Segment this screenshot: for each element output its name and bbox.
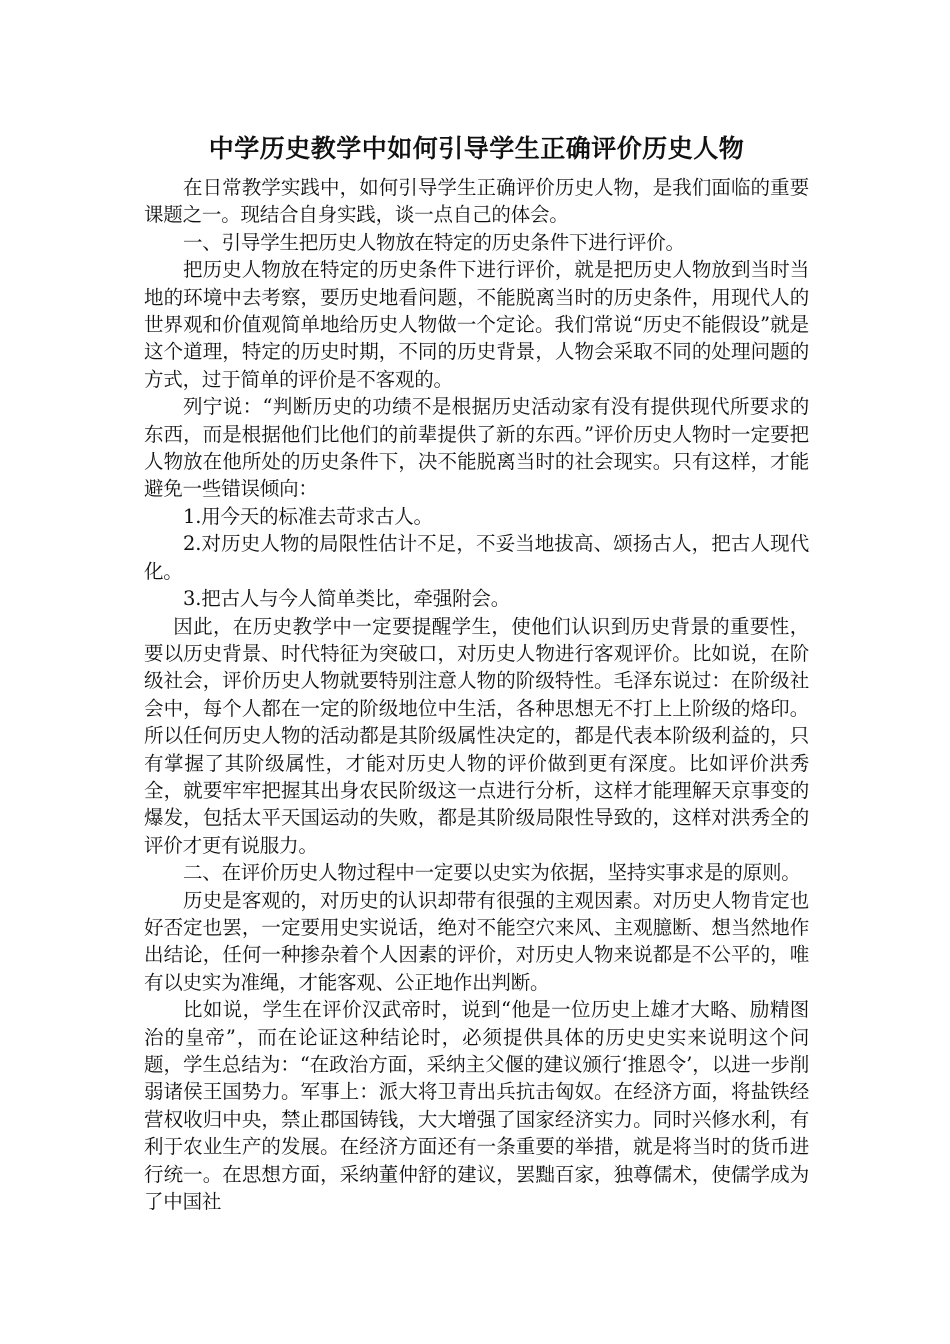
paragraph-lenin-quote: 列宁说：“判断历史的功绩不是根据历史活动家有没有提供现代所要求的东西，而是根据他们比他们的前辈提供了新的东西。”评价历史人物时一定要把人物放在他所处的历史条件下，决不能脱离当时的社会现实。只有这样，才能避免一些错误倾向： [144,395,809,501]
list-item: 1.用今天的标准去苛求古人。 [183,504,433,528]
document-page [144,128,809,1215]
paragraph: 历史是客观的，对历史的认识却带有很强的主观因素。对历史人物肯定也好否定也罢，一定要用史实说话，绝对不能空穴来风、主观臆断、想当然地作出结论，任何一种掺杂着个人因素的评价，对历史人物来说都是不公平的，唯有以史实为准绳，才能客观、公正地作出判断。 [144,888,809,994]
paragraph-han-wudi: 比如说，学生在评价汉武帝时，说到“他是一位历史上雄才大略、励精图治的皇帝”，而在论证这种结论时，必须提供具体的历史史实来说明这个问题，学生总结为：“在政治方面，采纳主父偃的建议颁行‘推恩令’，以进一步削弱诸侯王国势力。军事上：派大将卫青出兵抗击匈奴。在经济方面，将盐铁经营权收归中央，禁止郡国铸钱，大大增强了国家经济实力。同时兴修水利，有利于农业生产的发展。在经济方面还有一条重要的举措，就是将当时的货币进行统一。在思想方面，采纳董仲舒的建议，罢黜百家，独尊儒术，使儒学成为了中国社 [144,998,809,1214]
document-title: 中学历史教学中如何引导学生正确评价历史人物 [208,134,745,163]
list-item: 2.对历史人物的局限性估计不足，不妥当地拔高、颂扬古人，把古人现代化。 [144,532,809,583]
paragraph: 把历史人物放在特定的历史条件下进行评价，就是把历史人物放到当时当地的环境中去考察，要历史地看问题，不能脱离当时的历史条件，用现代人的世界观和价值观简单地给历史人物做一个定论。我们常说“历史不能假设”就是这个道理，特定的历史时期，不同的历史背景，人物会采取不同的处理问题的方式，过于简单的评价是不客观的。 [144,258,809,391]
section-heading-2: 二、在评价历史人物过程中一定要以史实为依据，坚持实事求是的原则。 [183,861,801,885]
paragraph: 因此，在历史教学中一定要提醒学生，使他们认识到历史背景的重要性，要以历史背景、时代特征为突破口，对历史人物进行客观评价。比如说，在阶级社会，评价历史人物就要特别注意人物的阶级特性。毛泽东说过：在阶级社会中，每个人都在一定的阶级地位中生活，各种思想无不打上上阶级的烙印。所以任何历史人物的活动都是其阶级属性决定的，都是代表本阶级利益的，只有掌握了其阶级属性，才能对历史人物的评价做到更有深度。比如评价洪秀全，就要牢牢把握其出身农民阶级这一点进行分析，这样才能理解天京事变的爆发，包括太平天国运动的失败，都是其阶级局限性导致的，这样对洪秀全的评价才更有说服力。 [144,614,809,857]
paragraph-intro: 在日常教学实践中，如何引导学生正确评价历史人物，是我们面临的重要课题之一。现结合自身实践，谈一点自己的体会。 [144,176,809,227]
list-item: 3.把古人与今人简单类比，牵强附会。 [183,587,511,611]
section-heading-1: 一、引导学生把历史人物放在特定的历史条件下进行评价。 [183,230,685,254]
